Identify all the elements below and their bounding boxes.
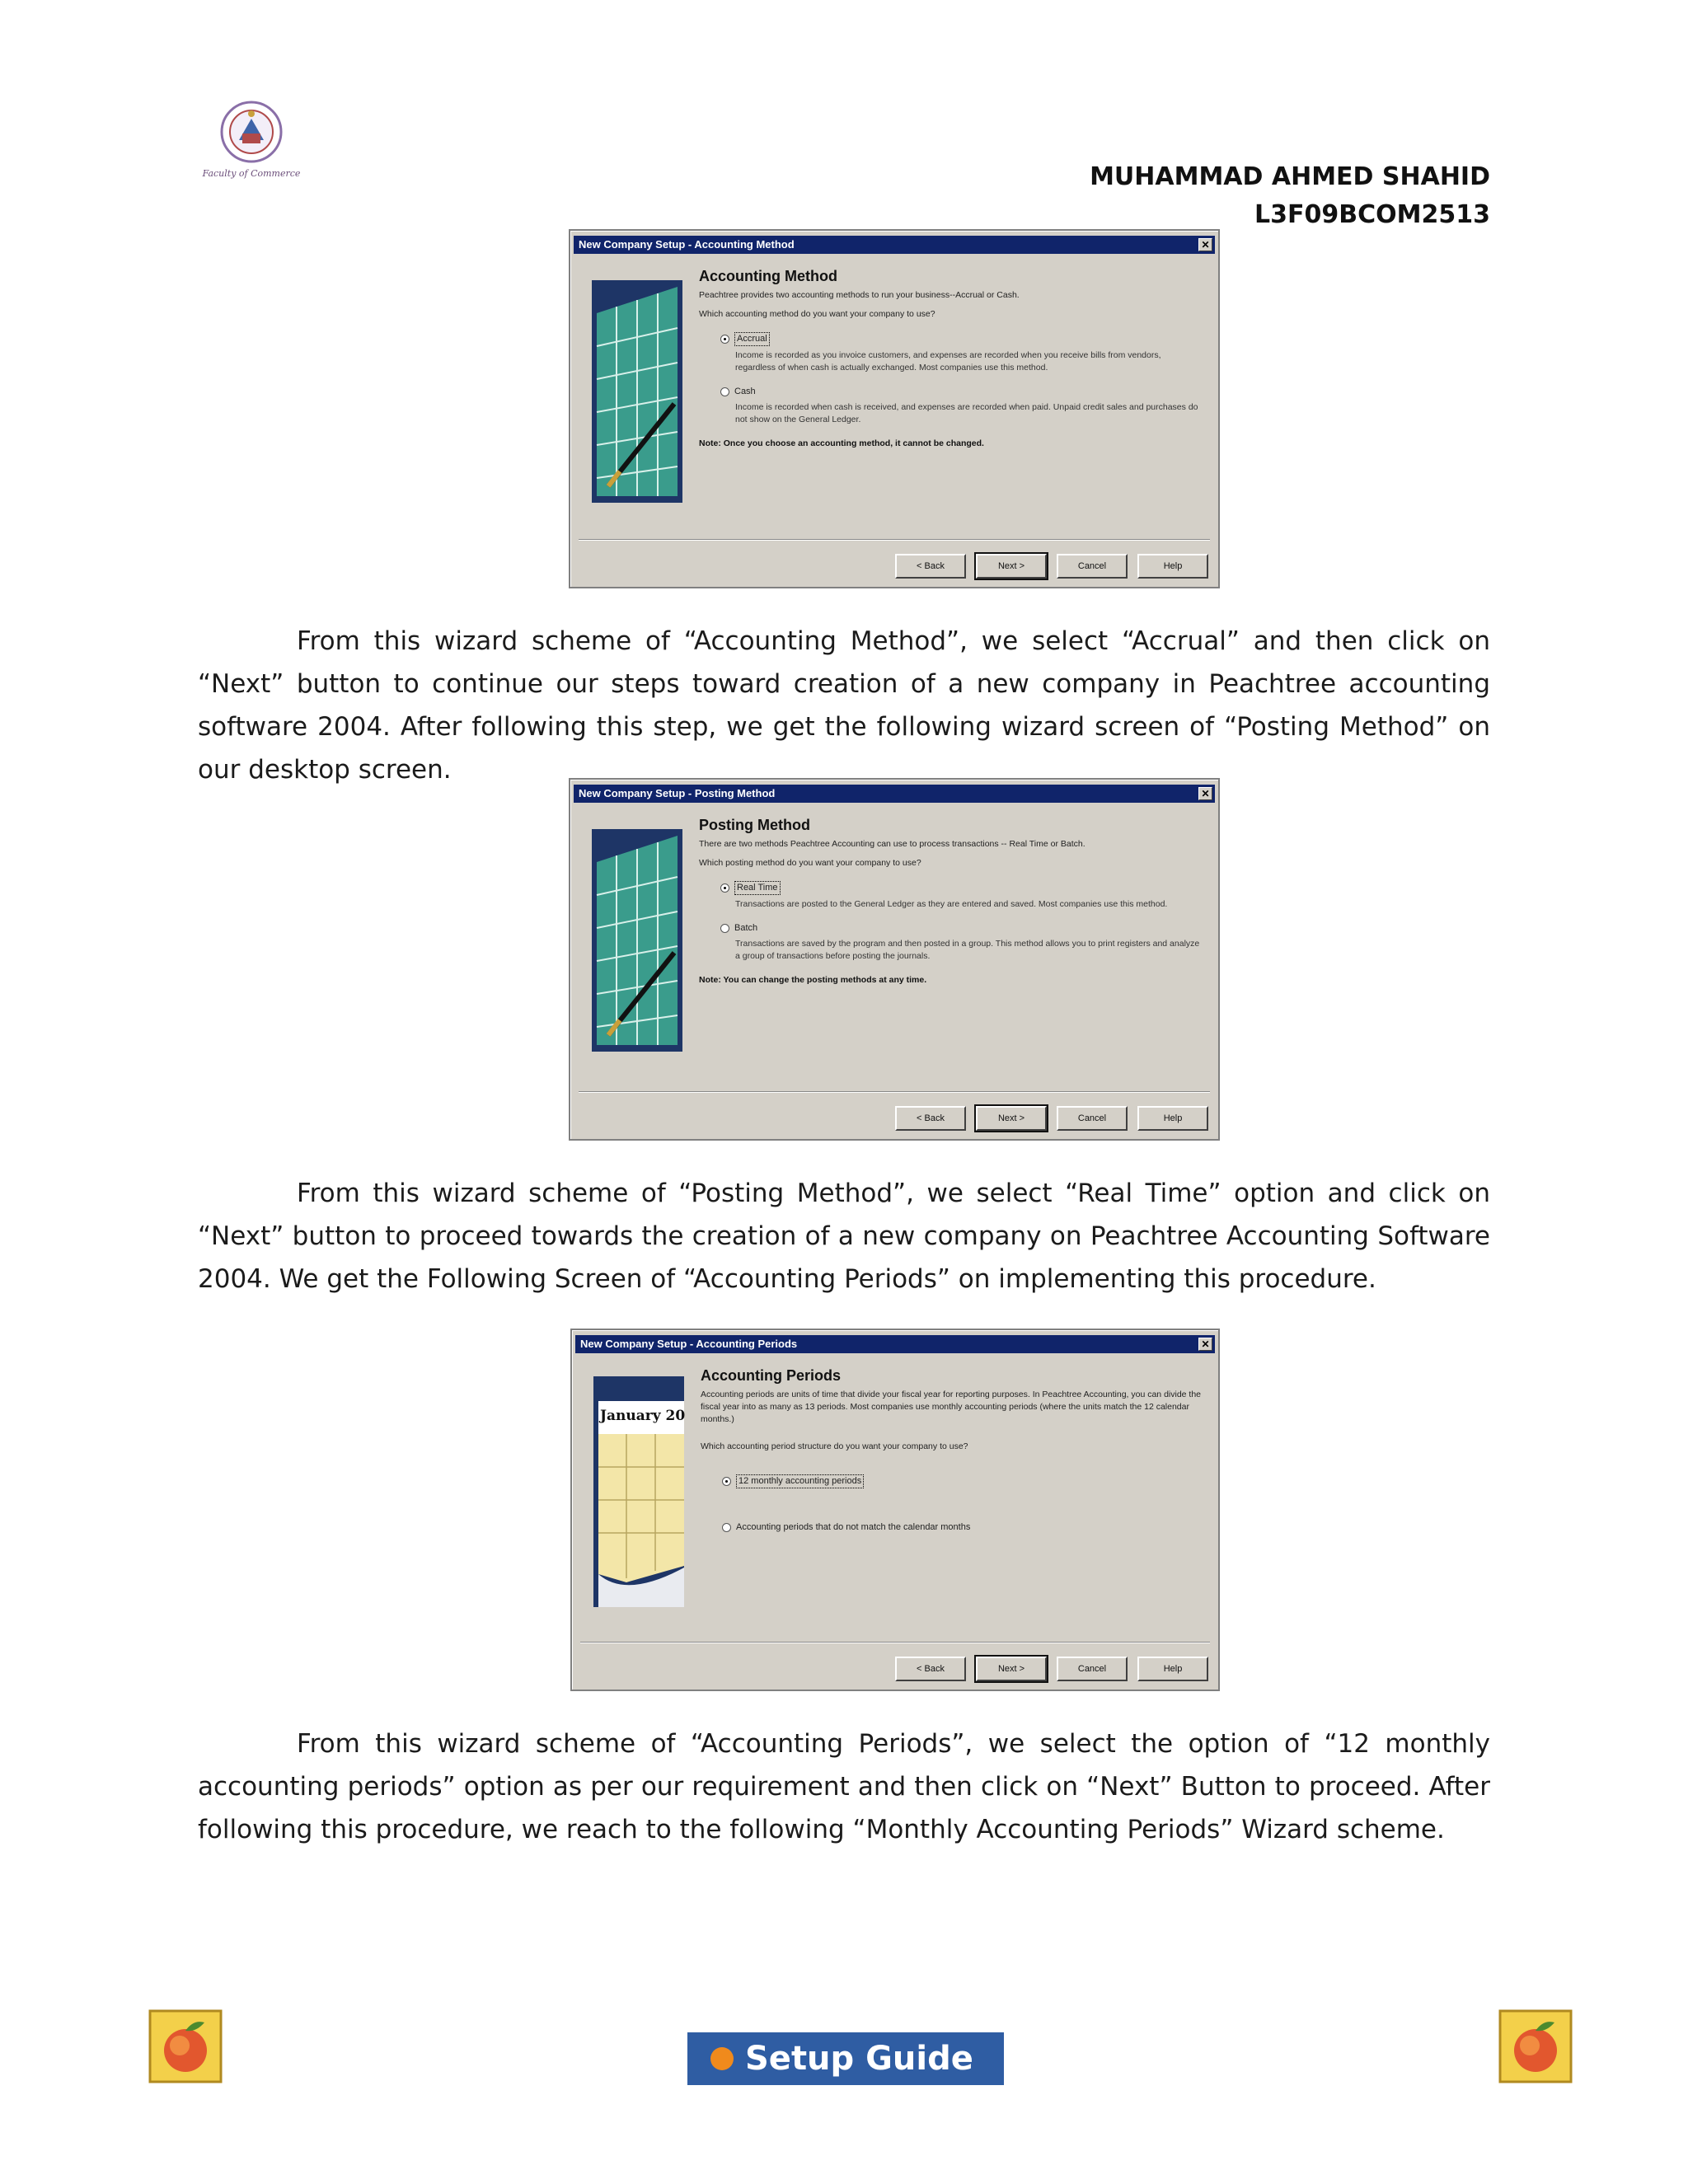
next-button[interactable]: Next > <box>976 1106 1047 1131</box>
posting-method-dialog <box>569 778 1220 1141</box>
option-description: Income is recorded as you invoice customers, and expenses are recorded when you receive bills from vendors, regardless of when cash is actually exchanged. Most companies use this method. <box>735 350 1161 373</box>
divider <box>580 1642 1210 1643</box>
help-button[interactable]: Help <box>1137 1657 1208 1681</box>
close-icon[interactable]: ✕ <box>1198 238 1212 251</box>
dialog-title: New Company Setup - Accounting Periods <box>580 1338 798 1350</box>
cash-radio[interactable] <box>720 386 1202 398</box>
calendar-illustration <box>593 1376 684 1599</box>
paragraph-text: From this wizard scheme of “Accounting Method”, we select “Accrual” and then click on “Next” button to continue our steps toward creation of a new company in Peachtree accounting software 2004. After following this step, we get the following wizard screen of “Posting Method” on our desktop screen. <box>198 626 1490 785</box>
option-description: Transactions are saved by the program and then posted in a group. This method allows you to print registers and analyze a group of transactions before posting the journals. <box>735 939 1200 961</box>
radio-selected-icon[interactable] <box>720 883 729 893</box>
dialog-titlebar <box>574 236 1215 254</box>
batch-radio[interactable] <box>720 922 1202 935</box>
dialog-note: Note: Once you choose an accounting method, it cannot be changed. <box>699 438 984 448</box>
divider <box>579 1091 1210 1093</box>
paragraph-text: From this wizard scheme of “Posting Method”, we select “Real Time” option and click on “Next” button to proceed towards the creation of a new company on Peachtree Accounting Software 2004. We get the Following Screen of “Accounting Periods” on implementing this procedure. <box>198 1179 1490 1294</box>
paragraph-3 <box>198 1722 1490 1851</box>
paragraph-1 <box>198 620 1490 791</box>
dialog-titlebar <box>574 785 1215 803</box>
close-icon[interactable]: ✕ <box>1198 1338 1212 1351</box>
real-time-radio[interactable] <box>720 881 1202 895</box>
page-header <box>1090 158 1490 234</box>
radio-label: Real Time <box>734 881 781 895</box>
dialog-buttons <box>895 1106 1208 1131</box>
dialog-title: New Company Setup - Posting Method <box>579 787 776 799</box>
back-button[interactable]: < Back <box>895 1106 966 1131</box>
radio-icon[interactable] <box>720 924 729 933</box>
dialog-heading: Accounting Periods <box>701 1367 842 1384</box>
logo-caption: Faculty of Commerce <box>202 168 301 179</box>
dialog-note: Note: You can change the posting methods at any time. <box>699 975 927 985</box>
dialog-heading: Posting Method <box>699 817 810 833</box>
student-id: L3F09BCOM2513 <box>1254 200 1490 229</box>
accrual-radio[interactable] <box>720 332 1202 346</box>
setup-guide-label: Setup Guide <box>745 2040 973 2078</box>
university-logo <box>198 97 305 190</box>
dialog-content <box>701 1367 1202 1537</box>
dialog-heading: Accounting Method <box>699 268 837 284</box>
dialog-buttons <box>895 1657 1208 1681</box>
dialog-content <box>699 819 1202 987</box>
setup-guide-banner <box>687 2032 1004 2085</box>
dialog-question: Which accounting period structure do you want your company to use? <box>701 1441 968 1451</box>
dialog-question: Which accounting method do you want your company to use? <box>699 309 935 319</box>
paragraph-2 <box>198 1172 1490 1301</box>
close-icon[interactable]: ✕ <box>1198 787 1212 800</box>
accounting-method-dialog <box>569 229 1220 588</box>
next-button[interactable]: Next > <box>976 554 1047 579</box>
dialog-buttons <box>895 554 1208 579</box>
dialog-question: Which posting method do you want your company to use? <box>699 858 921 868</box>
radio-icon[interactable] <box>722 1523 731 1532</box>
author-name: MUHAMMAD AHMED SHAHID <box>1090 162 1490 191</box>
option-description: Income is recorded when cash is received, and expenses are recorded when paid. Unpaid credit sales and purchases do not show on the General Ledger. <box>735 402 1198 424</box>
radio-label: Accrual <box>734 332 770 346</box>
cancel-button[interactable]: Cancel <box>1057 1657 1128 1681</box>
divider <box>579 539 1210 541</box>
radio-label: Cash <box>734 387 756 396</box>
ledger-pen-illustration <box>592 280 682 503</box>
back-button[interactable]: < Back <box>895 1657 966 1681</box>
dialog-content <box>699 270 1202 450</box>
non-calendar-periods-radio[interactable] <box>722 1521 1202 1534</box>
accounting-periods-dialog <box>570 1329 1220 1691</box>
cancel-button[interactable]: Cancel <box>1057 1106 1128 1131</box>
paragraph-text: From this wizard scheme of “Accounting Periods”, we select the option of “12 monthly accounting periods” option as per our requirement and then click on “Next” Button to proceed. After following this procedure, we reach to the following “Monthly Accounting Periods” Wizard scheme. <box>198 1729 1490 1844</box>
cancel-button[interactable]: Cancel <box>1057 554 1128 579</box>
peach-icon <box>148 2009 223 2083</box>
dialog-intro: There are two methods Peachtree Accounting can use to process transactions -- Real Time or Batch. <box>699 839 1085 849</box>
help-button[interactable]: Help <box>1137 1106 1208 1131</box>
radio-icon[interactable] <box>720 387 729 396</box>
radio-selected-icon[interactable] <box>722 1477 731 1486</box>
calendar-label: January 20 <box>600 1408 686 1424</box>
dialog-intro: Peachtree provides two accounting methods to run your business--Accrual or Cash. <box>699 290 1020 300</box>
bullet-icon <box>710 2047 734 2070</box>
dialog-title: New Company Setup - Accounting Method <box>579 238 795 251</box>
option-description: Transactions are posted to the General Ledger as they are entered and saved. Most companies use this method. <box>735 899 1168 909</box>
back-button[interactable]: < Back <box>895 554 966 579</box>
monthly-periods-radio[interactable] <box>722 1474 1202 1488</box>
radio-selected-icon[interactable] <box>720 335 729 344</box>
ledger-pen-illustration <box>592 829 682 1052</box>
dialog-titlebar <box>575 1335 1215 1353</box>
help-button[interactable]: Help <box>1137 554 1208 579</box>
radio-label: Accounting periods that do not match the calendar months <box>736 1522 971 1532</box>
dialog-intro: Accounting periods are units of time that divide your fiscal year for reporting purposes. In Peachtree Accounting, you can divide the fiscal year into as many as 13 periods. Most companies use monthly accounting periods (where the units match the 12 calendar months.) <box>701 1390 1202 1424</box>
next-button[interactable]: Next > <box>976 1657 1047 1681</box>
radio-label: 12 monthly accounting periods <box>736 1474 864 1488</box>
radio-label: Batch <box>734 923 758 933</box>
peach-icon <box>1498 2009 1573 2083</box>
